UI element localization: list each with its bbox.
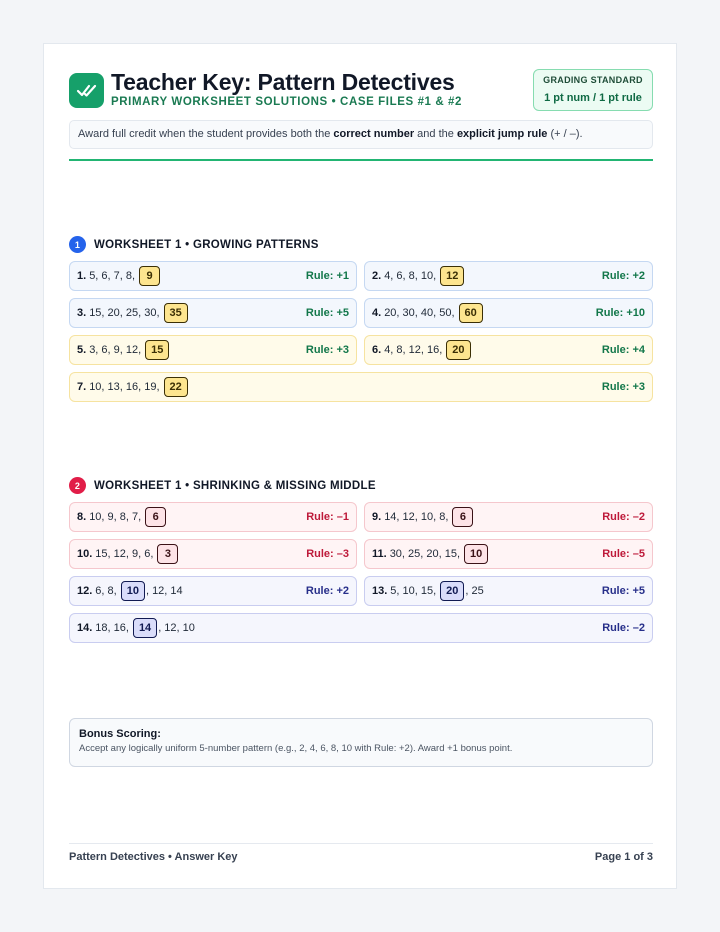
- problem-number: 6.: [372, 344, 382, 356]
- answer-badge: 12: [440, 266, 464, 286]
- sequence-text: 3, 6, 9, 12,: [89, 344, 142, 356]
- problem-number: 9.: [372, 511, 382, 523]
- jump-rule: Rule: +10: [595, 307, 645, 319]
- sequence-tail: , 12, 10: [158, 622, 195, 634]
- answer-card: [69, 539, 357, 569]
- answer-badge: 3: [157, 544, 178, 564]
- jump-rule: Rule: –5: [602, 548, 645, 560]
- answer-card: [69, 372, 653, 402]
- problem-number: 3.: [77, 307, 87, 319]
- section-number-badge: 2: [69, 477, 86, 494]
- jump-rule: Rule: +4: [601, 344, 645, 356]
- problem-number: 4.: [372, 307, 382, 319]
- sequence-text: 4, 8, 12, 16,: [384, 344, 443, 356]
- answer-badge: 22: [164, 377, 188, 397]
- sequence-text: 4, 6, 8, 10,: [384, 270, 437, 282]
- answer-card: [69, 502, 357, 532]
- section-heading: [69, 236, 319, 253]
- answer-card: [364, 502, 653, 532]
- answer-key-page: [43, 43, 677, 889]
- sequence-text: 5, 10, 15,: [390, 585, 437, 597]
- problem-number: 7.: [77, 381, 87, 393]
- header-divider: [69, 159, 653, 161]
- section-title: WORKSHEET 1 • GROWING PATTERNS: [94, 238, 319, 251]
- credit-note-text: Award full credit when the student provides both the: [78, 128, 334, 140]
- answer-card: [69, 613, 653, 643]
- sequence-text: 6, 8,: [95, 585, 117, 597]
- problem-number: 14.: [77, 622, 93, 634]
- jump-rule: Rule: –3: [306, 548, 349, 560]
- answer-card: [364, 576, 653, 606]
- answer-card: [364, 261, 653, 291]
- answer-badge: 15: [145, 340, 169, 360]
- answer-card: [69, 261, 357, 291]
- section-number-badge: 1: [69, 236, 86, 253]
- sequence-text: 5, 6, 7, 8,: [89, 270, 136, 282]
- sequence-tail: , 25: [465, 585, 484, 597]
- sequence-text: 18, 16,: [95, 622, 129, 634]
- double-check-icon: [69, 73, 104, 108]
- bonus-scoring-box: [69, 718, 653, 767]
- sequence-tail: , 12, 14: [145, 585, 183, 597]
- credit-note-text: (+ / –).: [547, 128, 583, 140]
- jump-rule: Rule: +2: [601, 270, 645, 282]
- answer-badge: 20: [440, 581, 464, 601]
- answer-card: [69, 576, 357, 606]
- jump-rule: Rule: +3: [601, 381, 645, 393]
- answer-badge: 20: [446, 340, 470, 360]
- grading-standard-value: 1 pt num / 1 pt rule: [544, 92, 642, 104]
- credit-note-emphasis: explicit jump rule: [456, 128, 548, 140]
- sequence-text: 10, 13, 16, 19,: [89, 381, 160, 393]
- answer-card: [364, 298, 653, 328]
- page-subtitle: PRIMARY WORKSHEET SOLUTIONS • CASE FILES #1 & #2: [111, 96, 463, 108]
- sequence-text: 15, 12, 9, 6,: [95, 548, 154, 560]
- bonus-description: Accept any logically uniform 5-number pattern (e.g., 2, 4, 6, 8, 10 with Rule: +2). Award +1 bonus point.: [79, 743, 513, 754]
- answer-card: [69, 298, 357, 328]
- problem-number: 2.: [372, 270, 382, 282]
- jump-rule: Rule: +5: [601, 585, 645, 597]
- jump-rule: Rule: +3: [305, 344, 349, 356]
- jump-rule: Rule: –2: [602, 622, 645, 634]
- problem-number: 12.: [77, 585, 93, 597]
- jump-rule: Rule: +5: [305, 307, 349, 319]
- problem-number: 5.: [77, 344, 87, 356]
- answer-card: [69, 335, 357, 365]
- jump-rule: Rule: –1: [306, 511, 349, 523]
- sequence-text: 20, 30, 40, 50,: [384, 307, 455, 319]
- jump-rule: Rule: +1: [305, 270, 349, 282]
- problem-number: 11.: [372, 548, 387, 560]
- credit-note-emphasis: correct number: [333, 128, 415, 140]
- sequence-text: 14, 12, 10, 8,: [384, 511, 449, 523]
- answer-badge: 9: [139, 266, 160, 286]
- answer-badge: 14: [133, 618, 157, 638]
- footer-title: Pattern Detectives • Answer Key: [69, 851, 238, 863]
- answer-badge: 10: [121, 581, 145, 601]
- bonus-title: Bonus Scoring:: [79, 728, 161, 740]
- jump-rule: Rule: –2: [602, 511, 645, 523]
- sequence-text: 15, 20, 25, 30,: [89, 307, 160, 319]
- grading-standard-box: [533, 69, 653, 111]
- section-heading: [69, 477, 376, 494]
- answer-card: [364, 539, 653, 569]
- answer-card: [364, 335, 653, 365]
- answer-badge: 6: [145, 507, 166, 527]
- answer-badge: 35: [164, 303, 188, 323]
- credit-note-text: and the: [414, 128, 457, 140]
- grading-standard-label: GRADING STANDARD: [543, 75, 643, 85]
- section-title: WORKSHEET 1 • SHRINKING & MISSING MIDDLE: [94, 479, 376, 492]
- sequence-text: 30, 25, 20, 15,: [389, 548, 461, 560]
- answer-badge: 6: [452, 507, 473, 527]
- answer-badge: 10: [464, 544, 488, 564]
- sequence-text: 10, 9, 8, 7,: [89, 511, 142, 523]
- credit-note: [69, 120, 653, 149]
- page-number: Page 1 of 3: [594, 851, 653, 863]
- problem-number: 13.: [372, 585, 388, 597]
- jump-rule: Rule: +2: [305, 585, 349, 597]
- page-title: Teacher Key: Pattern Detectives: [111, 69, 455, 95]
- problem-number: 1.: [77, 270, 87, 282]
- problem-number: 10.: [77, 548, 93, 560]
- problem-number: 8.: [77, 511, 87, 523]
- answer-badge: 60: [459, 303, 483, 323]
- footer-divider: [69, 843, 653, 844]
